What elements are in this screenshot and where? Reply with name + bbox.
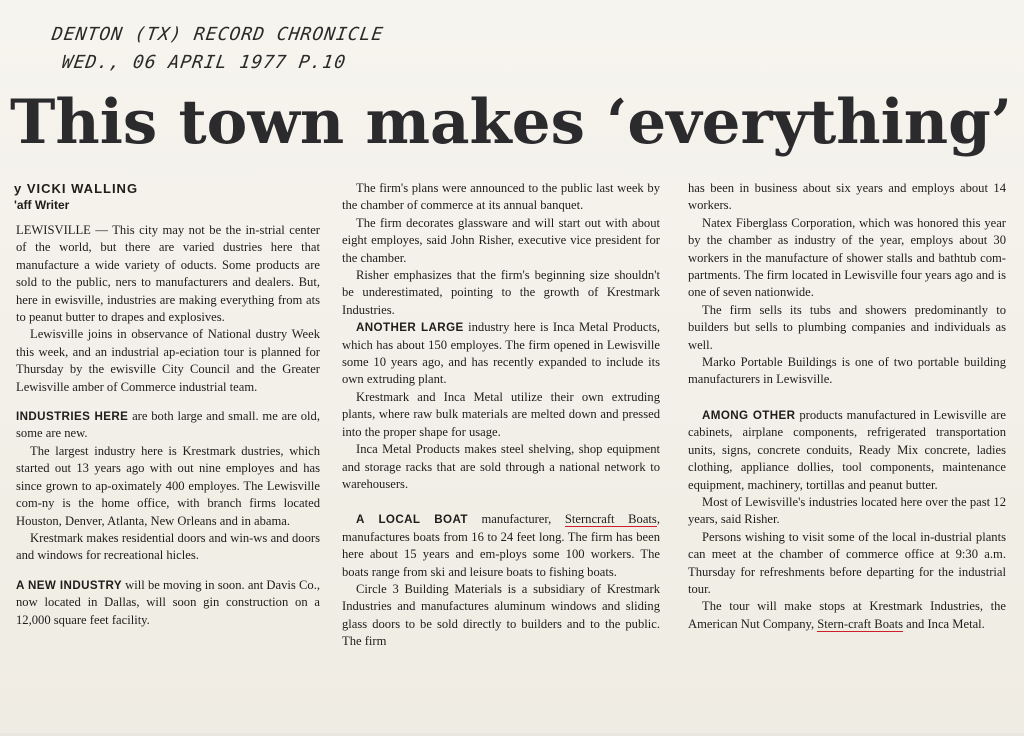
paragraph: ANOTHER LARGE industry here is Inca Metal Products, which has about 150 employes. The firm opened in Lewisville some 10 years ago, and has recently expanded to include its own extruding plant. [342, 320, 661, 387]
paragraph: Risher emphasizes that the firm's beginning size shouldn't be underestimated, pointing to the growth of Krestmark Industries. [342, 268, 660, 317]
underlined-company-name: Stern-craft Boats [817, 616, 903, 631]
paragraph: Natex Fiberglass Corporation, which was honored this year by the chamber as industry of the year, employs about 30 workers in the manufacture of shower stalls and bathtub com-partments. The firm located in Lewisville four years ago and is one of seven nationwide. [688, 215, 1006, 300]
paragraph: Krestmark makes residential doors and win-ws and doors and windows for recreational hicles. [16, 530, 320, 563]
headline: This town makes ‘everything’ [10, 87, 1013, 158]
paragraph: Marko Portable Buildings is one of two portable building manufacturers in Lewisville. [688, 355, 1006, 387]
paragraph: Most of Lewisville's industries located here over the past 12 years, said Risher. [688, 494, 1006, 527]
article-column-2 [342, 180, 660, 651]
handwritten-source-note: DENTON (TX) RECORD CHRONICLE [50, 24, 385, 45]
paragraph: Circle 3 Building Materials is a subsidiary of Krestmark Industries and manufactures aluminum windows and sliding glass doors to be sold directly to builders and to the public. The firm [342, 581, 660, 649]
section-lead: INDUSTRIES HERE [16, 410, 129, 424]
paragraph: The firm's plans were announced to the public last week by the chamber of commerce at its annual banquet. [342, 181, 660, 213]
paragraph: The largest industry here is Krestmark dustries, which started out 13 years ago with out nine employes and has since grown to ap-oximately 400 employes. The Lewisville com-ny is the home office, with branch firms located Houston, Denver, Atlanta, New Orleans and in abama. [16, 443, 320, 528]
paragraph: AMONG OTHER products manufactured in Lewisville are cabinets, airplane components, refrigerated transportation units, signs, concrete conduits, Ready Mix concrete, ladies clothing, appliance dollies, tool components, maintenance equipment, machinery, tortillas and peanut butter. [688, 407, 1006, 492]
section-lead: A NEW INDUSTRY [16, 578, 122, 592]
byline-author: y VICKI WALLING [14, 181, 139, 196]
section-lead: A LOCAL BOAT [356, 513, 468, 527]
paragraph: Persons wishing to visit some of the local in-dustrial plants can meet at the chamber of commerce office at 9:30 a.m. Thursday for refreshments before departing for the industrial tour. [688, 529, 1006, 596]
paragraph: LEWISVILLE — This city may not be the in-strial center of the world, but there are varied dustries here that manufacture a wide variety of oducts. Some products are sold to the public, ners to manufacturers and dealers. But, here in ewisville, industries are making everything from ats to peanut butter to drapes and explosives. [16, 223, 320, 325]
paragraph: INDUSTRIES HERE are both large and small. me are old, some are new. [16, 409, 320, 441]
paragraph: Inca Metal Products makes steel shelving, shop equipment and storage racks that are sold through a national network to warehousers. [342, 442, 660, 491]
paragraph: The firm decorates glassware and will start out with about eight employes, said John Risher, executive vice president for the chamber. [342, 215, 660, 265]
article-column-1 [16, 222, 320, 629]
section-lead: ANOTHER LARGE [356, 321, 464, 335]
byline-role: 'aff Writer [14, 198, 70, 212]
paragraph: has been in business about six years and employs about 14 workers. [688, 181, 1006, 213]
underlined-company-name: Sterncraft Boats [564, 512, 657, 527]
paragraph: A LOCAL BOAT manufacturer, Sterncraft Boats, manufactures boats from 16 to 24 feet long. The firm has been here about 15 years and em-ploys some 100 workers. The boats range from ski and leisure boats to fishing boats. [342, 512, 660, 579]
paragraph: The firm sells its tubs and showers predominantly to builders but sells to plumbing companies and individuals as well. [688, 302, 1006, 352]
article-column-3 [688, 180, 1006, 633]
handwritten-date-note: WED., 06 APRIL 1977 P.10 [60, 52, 348, 73]
paragraph: The tour will make stops at Krestmark Industries, the American Nut Company, Stern-craft Boats and Inca Metal. [688, 599, 1006, 631]
paragraph: Lewisville joins in observance of National dustry Week this week, and an industrial ap-eciation tour is planned for Thursday by the ewisville City Council and the Greater Lewisville amber of Commerce industrial team. [16, 327, 320, 394]
paragraph: A NEW INDUSTRY will be moving in soon. ant Davis Co., now located in Dallas, will soon gin construction on a 12,000 square feet facility. [16, 577, 320, 627]
paragraph: Krestmark and Inca Metal utilize their own extruding plants, where raw bulk materials are melted down and pressed into the proper shape for usage. [342, 389, 660, 439]
section-lead: AMONG OTHER [702, 408, 796, 422]
